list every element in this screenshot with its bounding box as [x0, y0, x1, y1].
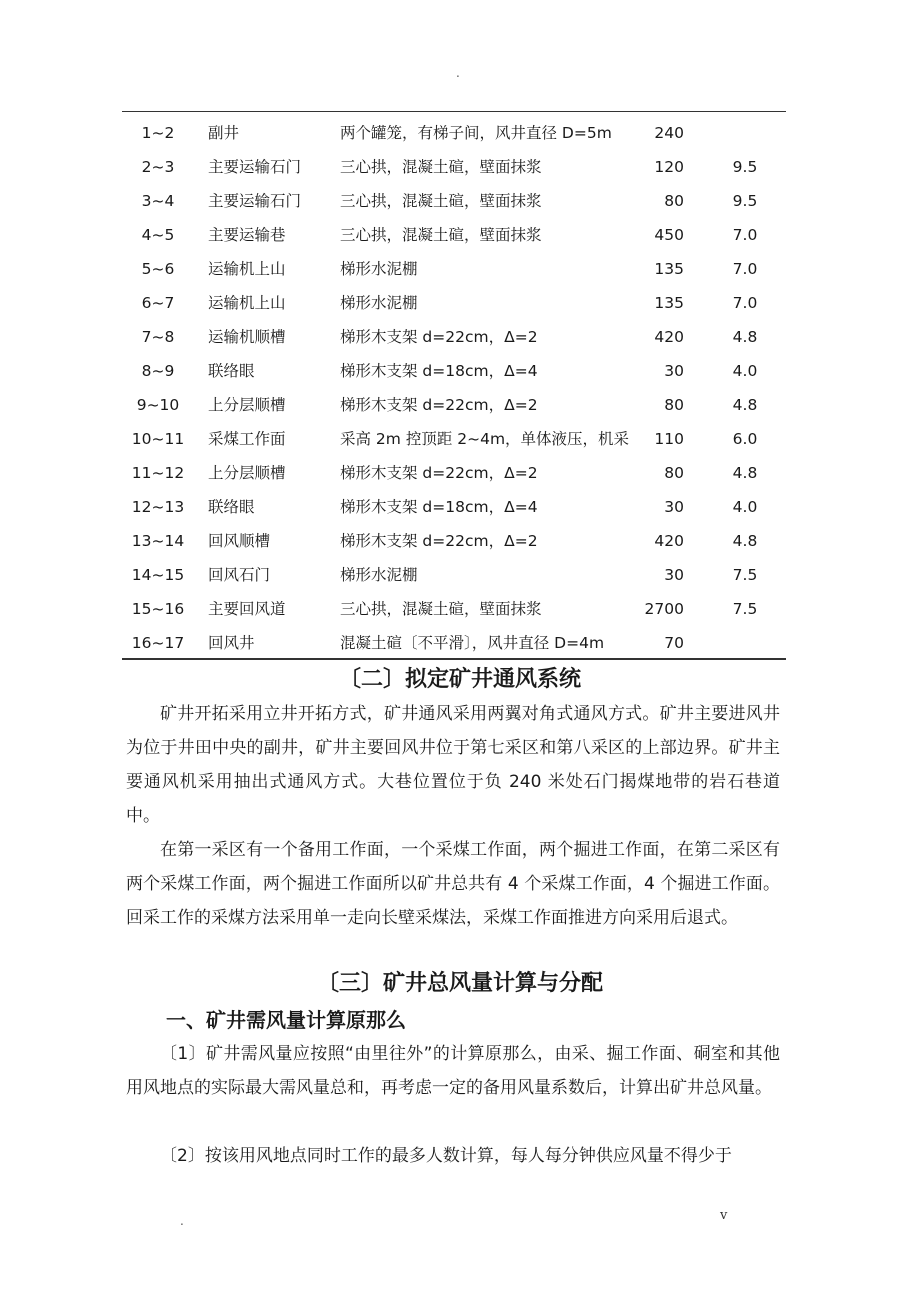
- segment-cell: 2~3: [141, 158, 175, 176]
- support-description-cell: 梯形木支架 d=22cm，Δ=2: [340, 532, 538, 550]
- table-row: [0, 116, 920, 150]
- segment-cell: 11~12: [131, 464, 185, 482]
- length-cell: 30: [664, 362, 684, 380]
- support-description-cell: 两个罐笼，有梯子间，风井直径 D=5m: [340, 124, 612, 142]
- table-row: [0, 388, 920, 422]
- table-top-rule: [122, 111, 786, 112]
- area-cell: 4.8: [732, 464, 758, 482]
- roadway-name-cell: 联络眼: [208, 498, 255, 516]
- roadway-name-cell: 联络眼: [208, 362, 255, 380]
- support-description-cell: 三心拱，混凝土碹，壁面抹浆: [340, 158, 542, 176]
- table-row: [0, 558, 920, 592]
- section-2-paragraph-1: 矿井开拓采用立井开拓方式，矿井通风采用两翼对角式通风方式。矿井主要进风井为位于井田中央的副井，矿井主要回风井位于第七采区和第八采区的上部边界。矿井主要通风机采用抽出式通风方式。大巷位置位于负 240 米处石门揭煤地带的岩石巷道中。: [126, 704, 780, 826]
- support-description-cell: 三心拱，混凝土碹，壁面抹浆: [340, 600, 542, 618]
- segment-cell: 8~9: [141, 362, 175, 380]
- length-cell: 2700: [644, 600, 684, 618]
- area-cell: 4.0: [732, 362, 758, 380]
- table-row: [0, 150, 920, 184]
- area-cell: 7.0: [732, 260, 758, 278]
- area-cell: 7.0: [732, 294, 758, 312]
- table-row: [0, 354, 920, 388]
- segment-cell: 1~2: [141, 124, 175, 142]
- segment-cell: 14~15: [131, 566, 185, 584]
- segment-cell: 6~7: [141, 294, 175, 312]
- roadway-name-cell: 采煤工作面: [208, 430, 286, 448]
- segment-cell: 15~16: [131, 600, 185, 618]
- area-cell: 4.8: [732, 328, 758, 346]
- area-cell: 7.0: [732, 226, 758, 244]
- section-2-paragraph-2: 在第一采区有一个备用工作面，一个采煤工作面，两个掘进工作面，在第二采区有两个采煤工作面，两个掘进工作面所以矿井总共有 4 个采煤工作面，4 个掘进工作面。回采工作的采煤方法采用单一走向长壁采煤法，采煤工作面推进方向采用后退式。: [126, 840, 780, 928]
- segment-cell: 9~10: [136, 396, 180, 414]
- section-3-heading: 〔三〕矿井总风量计算与分配: [316, 971, 603, 996]
- area-cell: 4.8: [732, 532, 758, 550]
- table-bottom-rule: [122, 658, 786, 660]
- table-row: [0, 184, 920, 218]
- roadway-name-cell: 回风顺槽: [208, 532, 271, 550]
- table-row: [0, 626, 920, 660]
- length-cell: 80: [664, 192, 684, 210]
- segment-cell: 10~11: [131, 430, 185, 448]
- roadway-name-cell: 上分层顺槽: [208, 464, 286, 482]
- roadway-name-cell: 主要运输石门: [208, 158, 302, 176]
- section-3-paragraph-2: 〔2〕按该用风地点同时工作的最多人数计算，每人每分钟供应风量不得少于: [160, 1146, 732, 1166]
- table-row: [0, 456, 920, 490]
- table-row: [0, 490, 920, 524]
- length-cell: 70: [664, 634, 684, 652]
- table-row: [0, 422, 920, 456]
- length-cell: 80: [664, 396, 684, 414]
- roadway-table: [0, 116, 920, 660]
- support-description-cell: 三心拱，混凝土碹，壁面抹浆: [340, 226, 542, 244]
- segment-cell: 16~17: [131, 634, 185, 652]
- area-cell: 7.5: [732, 600, 758, 618]
- area-cell: 4.8: [732, 396, 758, 414]
- roadway-name-cell: 运输机上山: [208, 260, 286, 278]
- length-cell: 80: [664, 464, 684, 482]
- support-description-cell: 梯形水泥棚: [340, 566, 418, 584]
- footer-mark: v: [720, 1208, 728, 1223]
- support-description-cell: 梯形木支架 d=22cm，Δ=2: [340, 464, 538, 482]
- table-row: [0, 218, 920, 252]
- table-row: [0, 524, 920, 558]
- segment-cell: 12~13: [131, 498, 185, 516]
- length-cell: 30: [664, 498, 684, 516]
- segment-cell: 13~14: [131, 532, 185, 550]
- section-2-heading: 〔二〕拟定矿井通风系统: [338, 667, 581, 692]
- length-cell: 120: [654, 158, 684, 176]
- table-row: [0, 320, 920, 354]
- support-description-cell: 梯形水泥棚: [340, 260, 418, 278]
- footer-dot: .: [180, 1214, 184, 1228]
- length-cell: 135: [654, 294, 684, 312]
- support-description-cell: 三心拱，混凝土碹，壁面抹浆: [340, 192, 542, 210]
- area-cell: 9.5: [732, 192, 758, 210]
- roadway-name-cell: 主要运输石门: [208, 192, 302, 210]
- area-cell: 9.5: [732, 158, 758, 176]
- roadway-name-cell: 回风石门: [208, 566, 271, 584]
- support-description-cell: 梯形水泥棚: [340, 294, 418, 312]
- table-row: [0, 592, 920, 626]
- roadway-name-cell: 主要回风道: [208, 600, 286, 618]
- header-dot: .: [456, 66, 460, 80]
- table-row: [0, 252, 920, 286]
- roadway-name-cell: 副井: [208, 124, 240, 142]
- length-cell: 240: [654, 124, 684, 142]
- support-description-cell: 梯形木支架 d=18cm，Δ=4: [340, 498, 538, 516]
- length-cell: 420: [654, 532, 684, 550]
- area-cell: 4.0: [732, 498, 758, 516]
- section-3-paragraph-1: 〔1〕矿井需风量应按照“由里往外”的计算原那么，由采、掘工作面、硐室和其他用风地点的实际最大需风量总和，再考虑一定的备用风量系数后，计算出矿井总风量。: [126, 1044, 780, 1098]
- support-description-cell: 采高 2m 控顶距 2~4m，单体液压，机采: [340, 430, 630, 448]
- segment-cell: 7~8: [141, 328, 175, 346]
- segment-cell: 5~6: [141, 260, 175, 278]
- roadway-name-cell: 主要运输巷: [208, 226, 286, 244]
- length-cell: 450: [654, 226, 684, 244]
- length-cell: 110: [654, 430, 684, 448]
- support-description-cell: 梯形木支架 d=22cm，Δ=2: [340, 396, 538, 414]
- area-cell: 6.0: [732, 430, 758, 448]
- roadway-name-cell: 上分层顺槽: [208, 396, 286, 414]
- length-cell: 135: [654, 260, 684, 278]
- segment-cell: 4~5: [141, 226, 175, 244]
- roadway-name-cell: 运输机顺槽: [208, 328, 286, 346]
- length-cell: 30: [664, 566, 684, 584]
- subsection-1-heading: 一、矿井需风量计算原那么: [166, 1008, 406, 1032]
- roadway-name-cell: 回风井: [208, 634, 255, 652]
- support-description-cell: 梯形木支架 d=22cm，Δ=2: [340, 328, 538, 346]
- area-cell: 7.5: [732, 566, 758, 584]
- support-description-cell: 梯形木支架 d=18cm，Δ=4: [340, 362, 538, 380]
- length-cell: 420: [654, 328, 684, 346]
- table-row: [0, 286, 920, 320]
- support-description-cell: 混凝土碹〔不平滑〕，风井直径 D=4m: [340, 634, 605, 652]
- segment-cell: 3~4: [141, 192, 175, 210]
- roadway-name-cell: 运输机上山: [208, 294, 286, 312]
